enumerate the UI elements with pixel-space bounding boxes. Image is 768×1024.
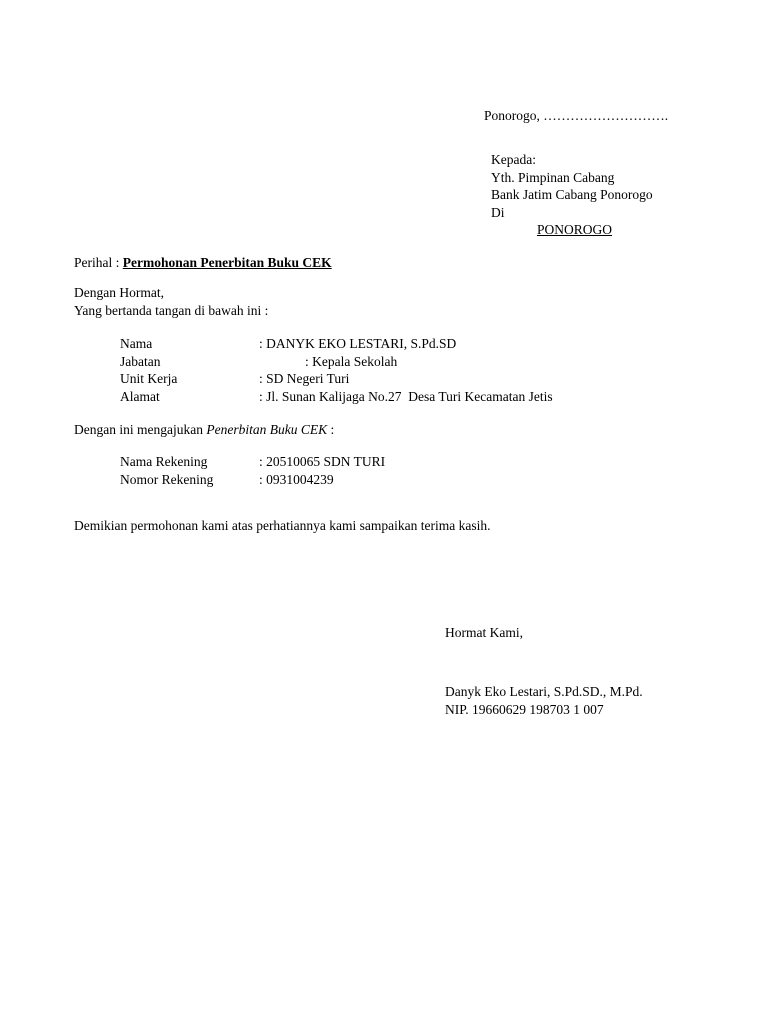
- intro-line: Yang bertanda tangan di bawah ini :: [74, 302, 269, 318]
- subject-title: Permohonan Penerbitan Buku CEK: [122, 255, 332, 270]
- nama-value: : DANYK EKO LESTARI, S.Pd.SD: [259, 336, 457, 351]
- alamat-value: : Jl. Sunan Kalijaga No.27 Desa Turi Kecamatan Jetis: [259, 388, 553, 404]
- unit-value: : SD Negeri Turi: [259, 371, 350, 386]
- recipient-block: [491, 151, 653, 239]
- identity-row-jabatan: [120, 353, 553, 371]
- account-number-value: : 0931004239: [259, 471, 334, 487]
- request-text: Dengan ini mengajukan: [74, 422, 207, 437]
- jabatan-label: Jabatan: [120, 353, 161, 369]
- request-doc-name: Penerbitan Buku CEK: [206, 422, 328, 437]
- account-row-nama: [120, 453, 385, 471]
- unit-label: Unit Kerja: [120, 371, 178, 386]
- salutation: Dengan Hormat,: [74, 285, 164, 300]
- place-date: Ponorogo, ……………………….: [484, 108, 669, 123]
- request-suffix: :: [327, 422, 335, 437]
- signer-nip: NIP. 19660629 198703 1 007: [445, 701, 604, 717]
- closing-sentence: Demikian permohonan kami atas perhatiannya kami sampaikan terima kasih.: [74, 518, 491, 533]
- recipient-city: PONOROGO: [537, 222, 613, 237]
- subject-line: [74, 254, 332, 272]
- recipient-to: Kepada:: [491, 152, 536, 167]
- alamat-label: Alamat: [120, 388, 160, 404]
- greeting-block: [74, 284, 268, 319]
- identity-row-alamat: [120, 388, 553, 406]
- identity-row-nama: [120, 335, 553, 353]
- jabatan-value: : Kepala Sekolah: [305, 353, 398, 369]
- identity-block: [120, 335, 553, 405]
- recipient-line-2: Bank Jatim Cabang Ponorogo: [491, 187, 653, 202]
- nama-label: Nama: [120, 336, 153, 351]
- account-number-label: Nomor Rekening: [120, 471, 214, 487]
- subject-label: Perihal :: [74, 255, 123, 270]
- account-block: [120, 453, 385, 488]
- request-line: [74, 421, 334, 439]
- account-name-label: Nama Rekening: [120, 454, 208, 469]
- signer-block: [445, 683, 643, 718]
- account-row-nomor: [120, 471, 385, 489]
- recipient-line-3: Di: [491, 204, 505, 220]
- identity-row-unit: [120, 370, 553, 388]
- recipient-line-1: Yth. Pimpinan Cabang: [491, 169, 615, 185]
- account-name-value: : 20510065 SDN TURI: [259, 454, 386, 469]
- signer-name: Danyk Eko Lestari, S.Pd.SD., M.Pd.: [445, 684, 643, 699]
- sign-greeting: Hormat Kami,: [445, 625, 523, 640]
